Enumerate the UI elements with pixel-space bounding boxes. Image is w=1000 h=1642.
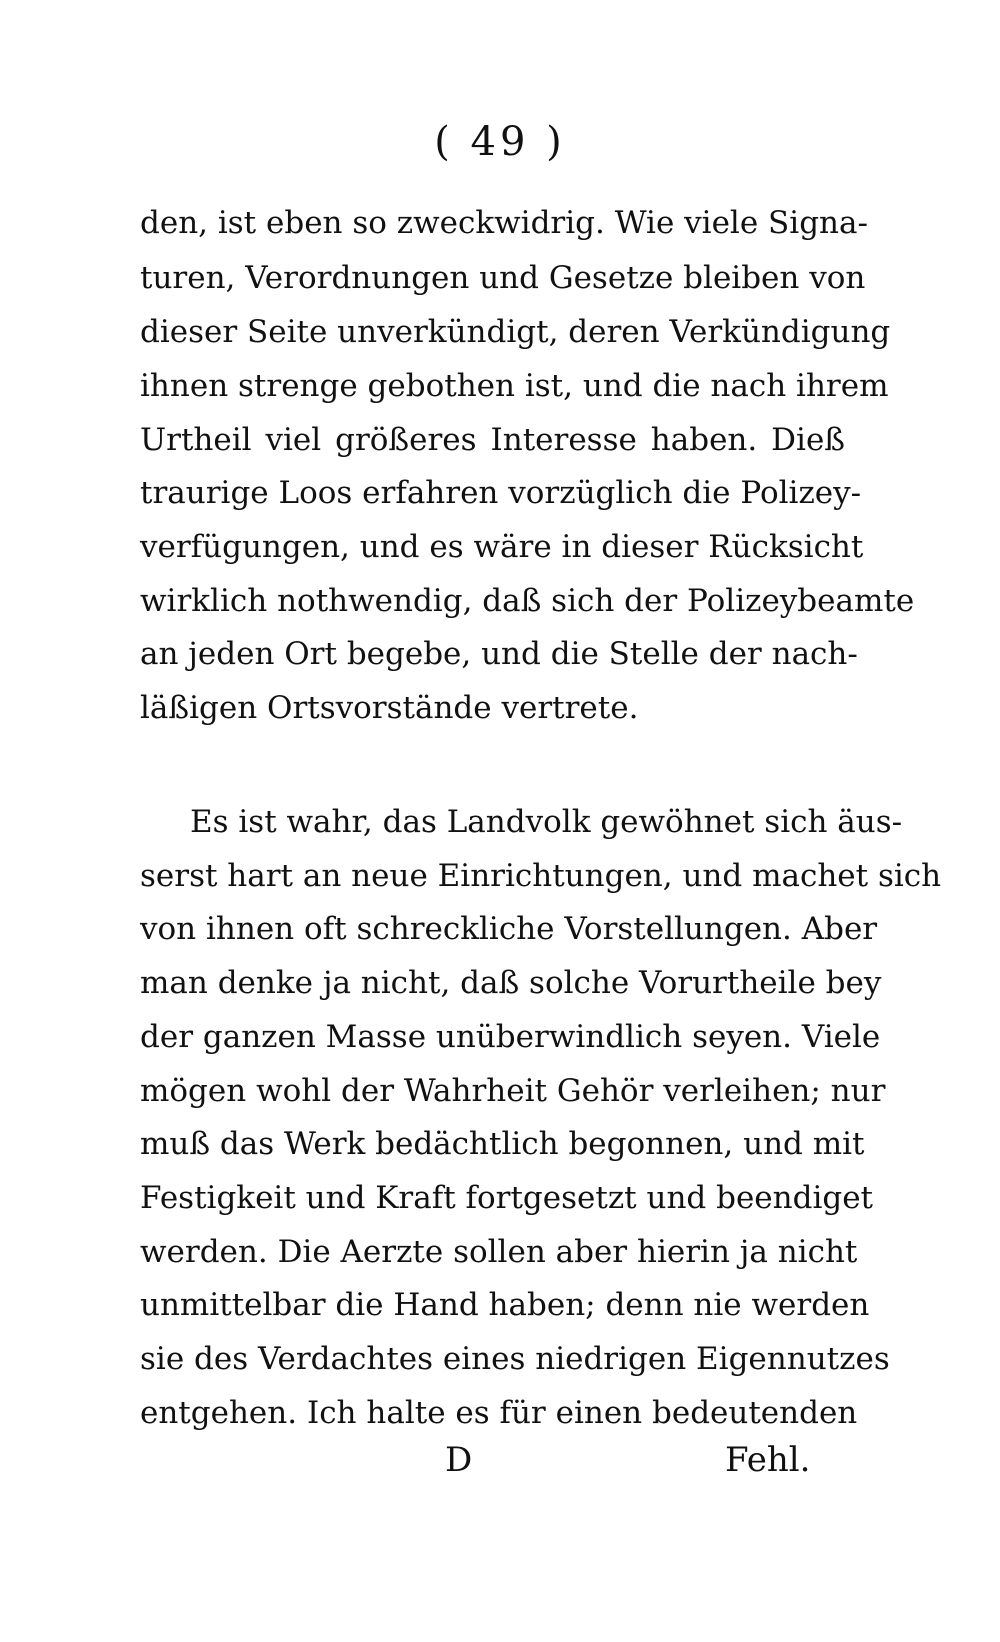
- text-line: Urtheil viel größeres Interesse haben. Dieß: [140, 422, 845, 458]
- text-line: Es ist wahr, das Landvolk gewöhnet sich äus-: [190, 804, 903, 840]
- text-line: ihnen strenge gebothen ist, und die nach ihrem: [140, 368, 889, 404]
- text-line: an jeden Ort begebe, und die Stelle der nach-: [140, 636, 858, 672]
- text-line: unmittelbar die Hand haben; denn nie werden: [140, 1287, 870, 1323]
- text-line: mögen wohl der Wahrheit Gehör verleihen; nur: [140, 1073, 886, 1109]
- signature-mark: D: [445, 1440, 473, 1480]
- text-line: traurige Loos erfahren vorzüglich die Polizey-: [140, 475, 862, 511]
- text-line: von ihnen oft schreckliche Vorstellungen. Aber: [140, 911, 878, 947]
- text-line: läßigen Ortsvorstände vertrete.: [140, 690, 639, 726]
- text-line: verfügungen, und es wäre in dieser Rücksicht: [140, 529, 864, 565]
- text-line: werden. Die Aerzte sollen aber hierin ja nicht: [140, 1234, 858, 1270]
- catchword: Fehl.: [725, 1440, 811, 1480]
- text-line: sie des Verdachtes eines niedrigen Eigennutzes: [140, 1341, 890, 1377]
- text-line: muß das Werk bedächtlich begonnen, und mit: [140, 1126, 865, 1162]
- page-number: ( 49 ): [434, 119, 566, 165]
- text-line: Festigkeit und Kraft fortgesetzt und beendiget: [140, 1180, 874, 1216]
- text-line: den, ist eben so zweckwidrig. Wie viele Signa-: [140, 205, 868, 241]
- text-line: man denke ja nicht, daß solche Vorurtheile bey: [140, 965, 882, 1001]
- text-line: entgehen. Ich halte es für einen bedeutenden: [140, 1395, 858, 1431]
- text-line: serst hart an neue Einrichtungen, und machet sich: [140, 858, 942, 894]
- text-line: turen, Verordnungen und Gesetze bleiben von: [140, 260, 866, 296]
- text-line: der ganzen Masse unüberwindlich seyen. Viele: [140, 1019, 881, 1055]
- text-line: dieser Seite unverkündigt, deren Verkündigung: [140, 314, 891, 350]
- text-line: wirklich nothwendig, daß sich der Polizeybeamte: [140, 583, 915, 619]
